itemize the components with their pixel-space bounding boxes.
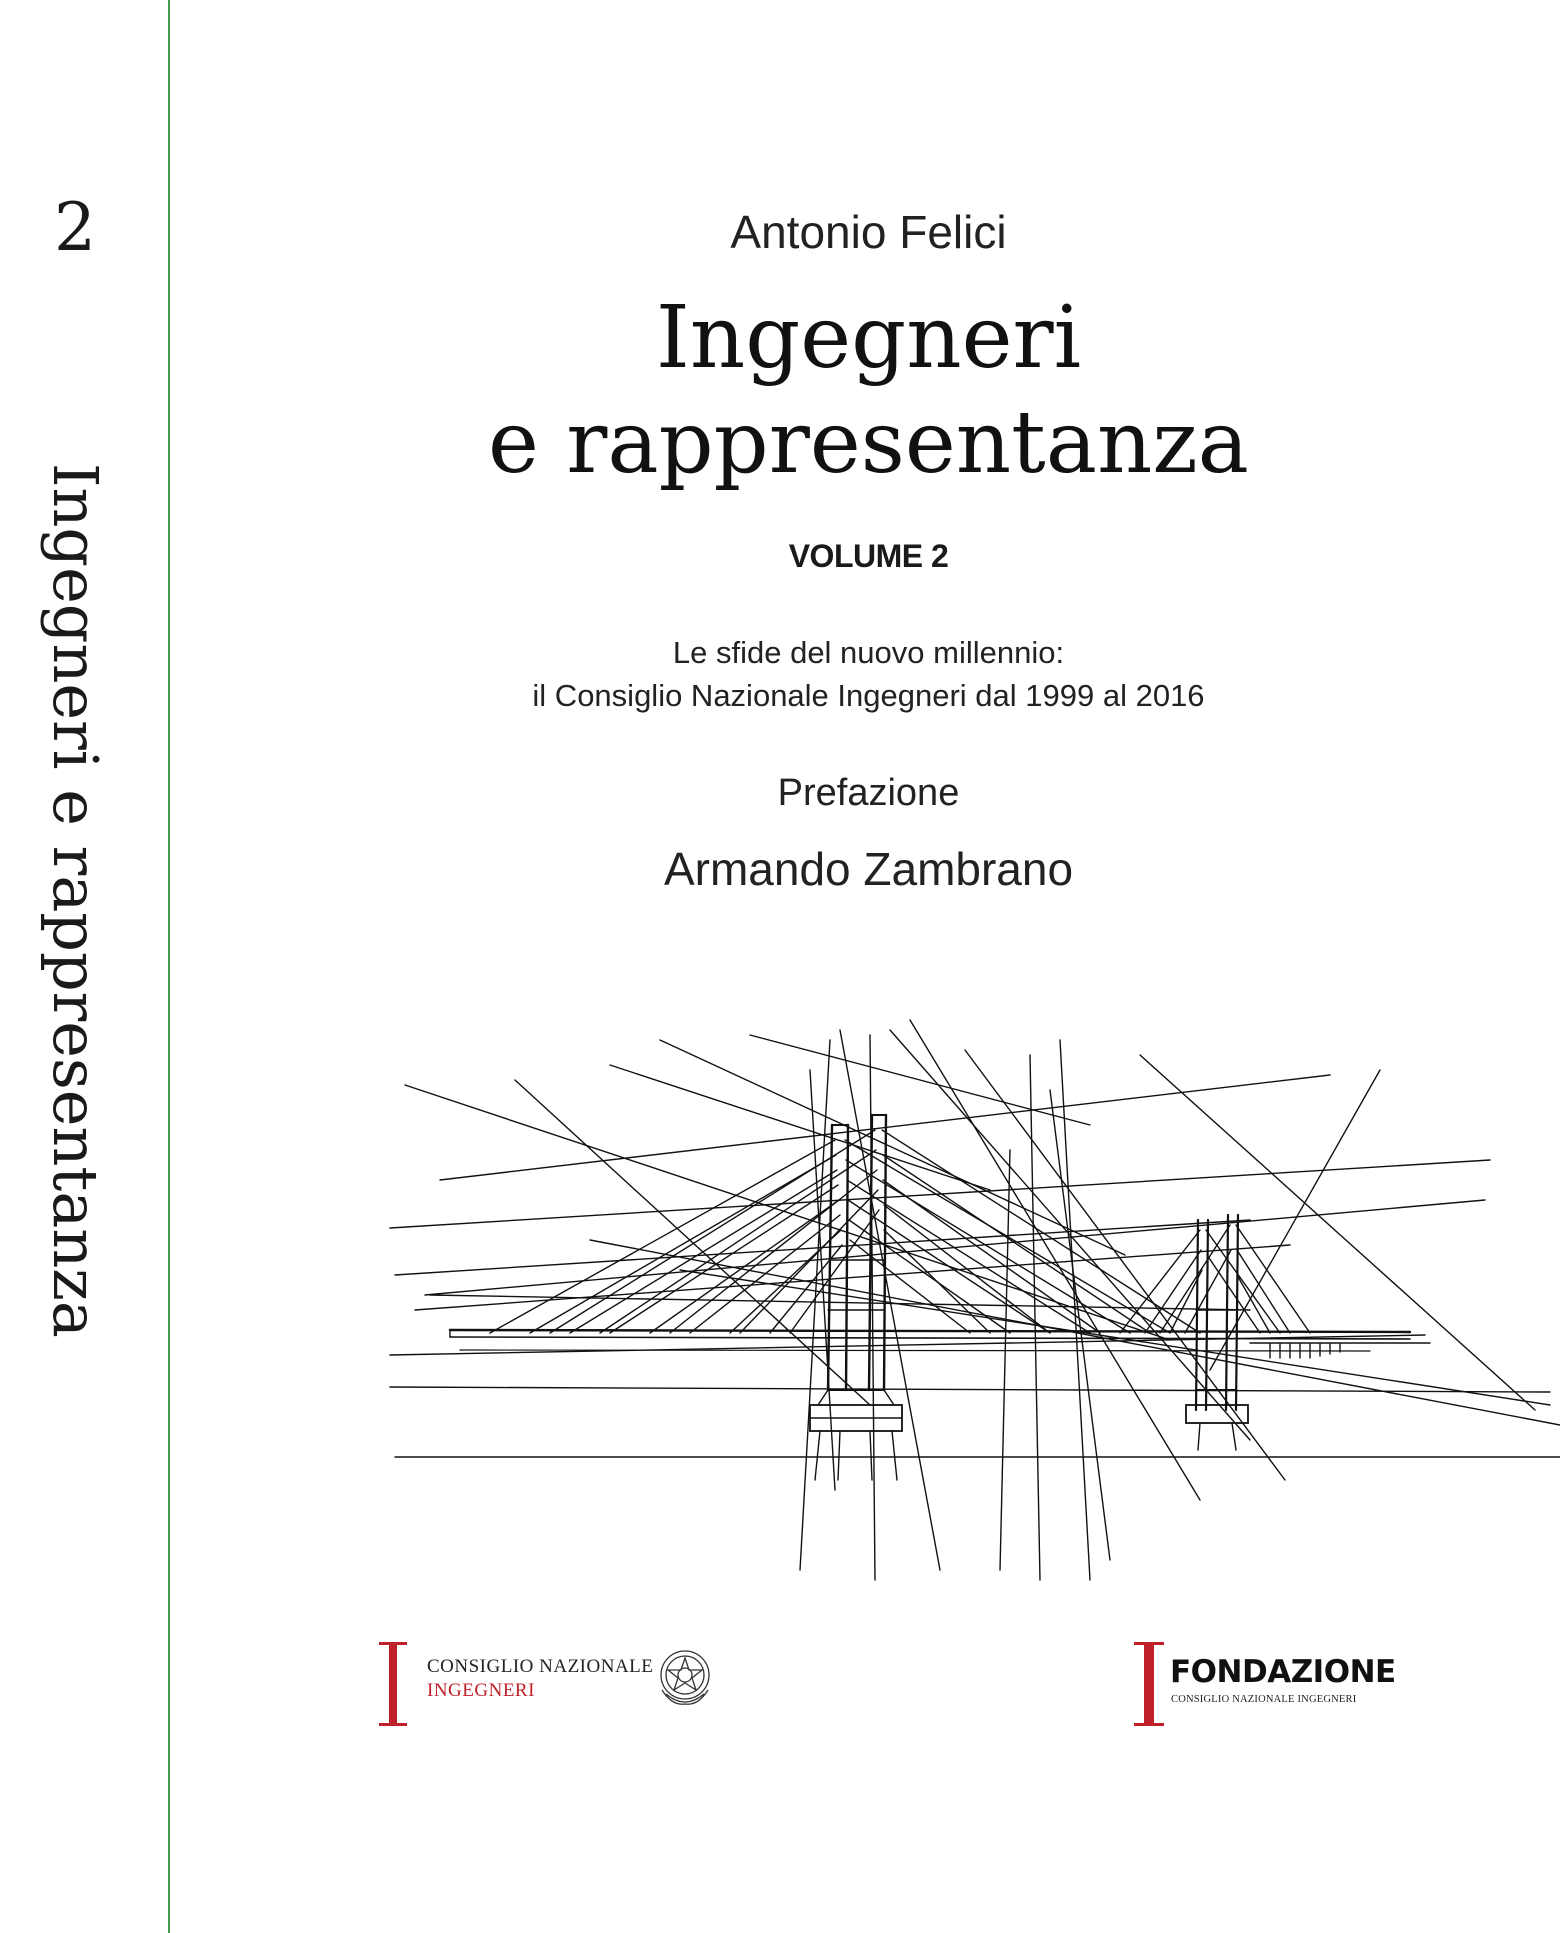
spine-title: Ingegneri e rappresentanza [39,463,112,1338]
cni-logo-text-line-2: INGEGNERI [427,1680,535,1701]
book-title-line-1: Ingegneri [655,288,1082,388]
bridge-illustration [370,1010,1560,1600]
author-name: Antonio Felici [730,206,1007,258]
cni-logo-mark [379,1642,407,1726]
cni-logo-text-line-1: CONSIGLIO NAZIONALE [427,1656,654,1677]
book-spine [0,0,170,1933]
fondazione-logo-mark [1134,1642,1164,1726]
front-cover [170,0,1567,1933]
spine-volume-number: 2 [54,189,96,266]
volume-label: VOLUME 2 [788,538,949,574]
fondazione-name: FONDAZIONE [1170,1654,1396,1690]
fondazione-subtitle: CONSIGLIO NAZIONALE INGEGNERI [1171,1694,1357,1705]
book-title-line-2: e rappresentanza [488,393,1249,493]
italian-republic-emblem-icon [652,1644,718,1710]
preface-author: Armando Zambrano [663,843,1074,895]
subtitle-line-1: Le sfide del nuovo millennio: [672,635,1065,670]
fondazione-logo [1132,1632,1396,1732]
preface-label: Prefazione [777,772,960,814]
subtitle-line-2: il Consiglio Nazionale Ingegneri dal 1999 al 2016 [532,678,1205,713]
